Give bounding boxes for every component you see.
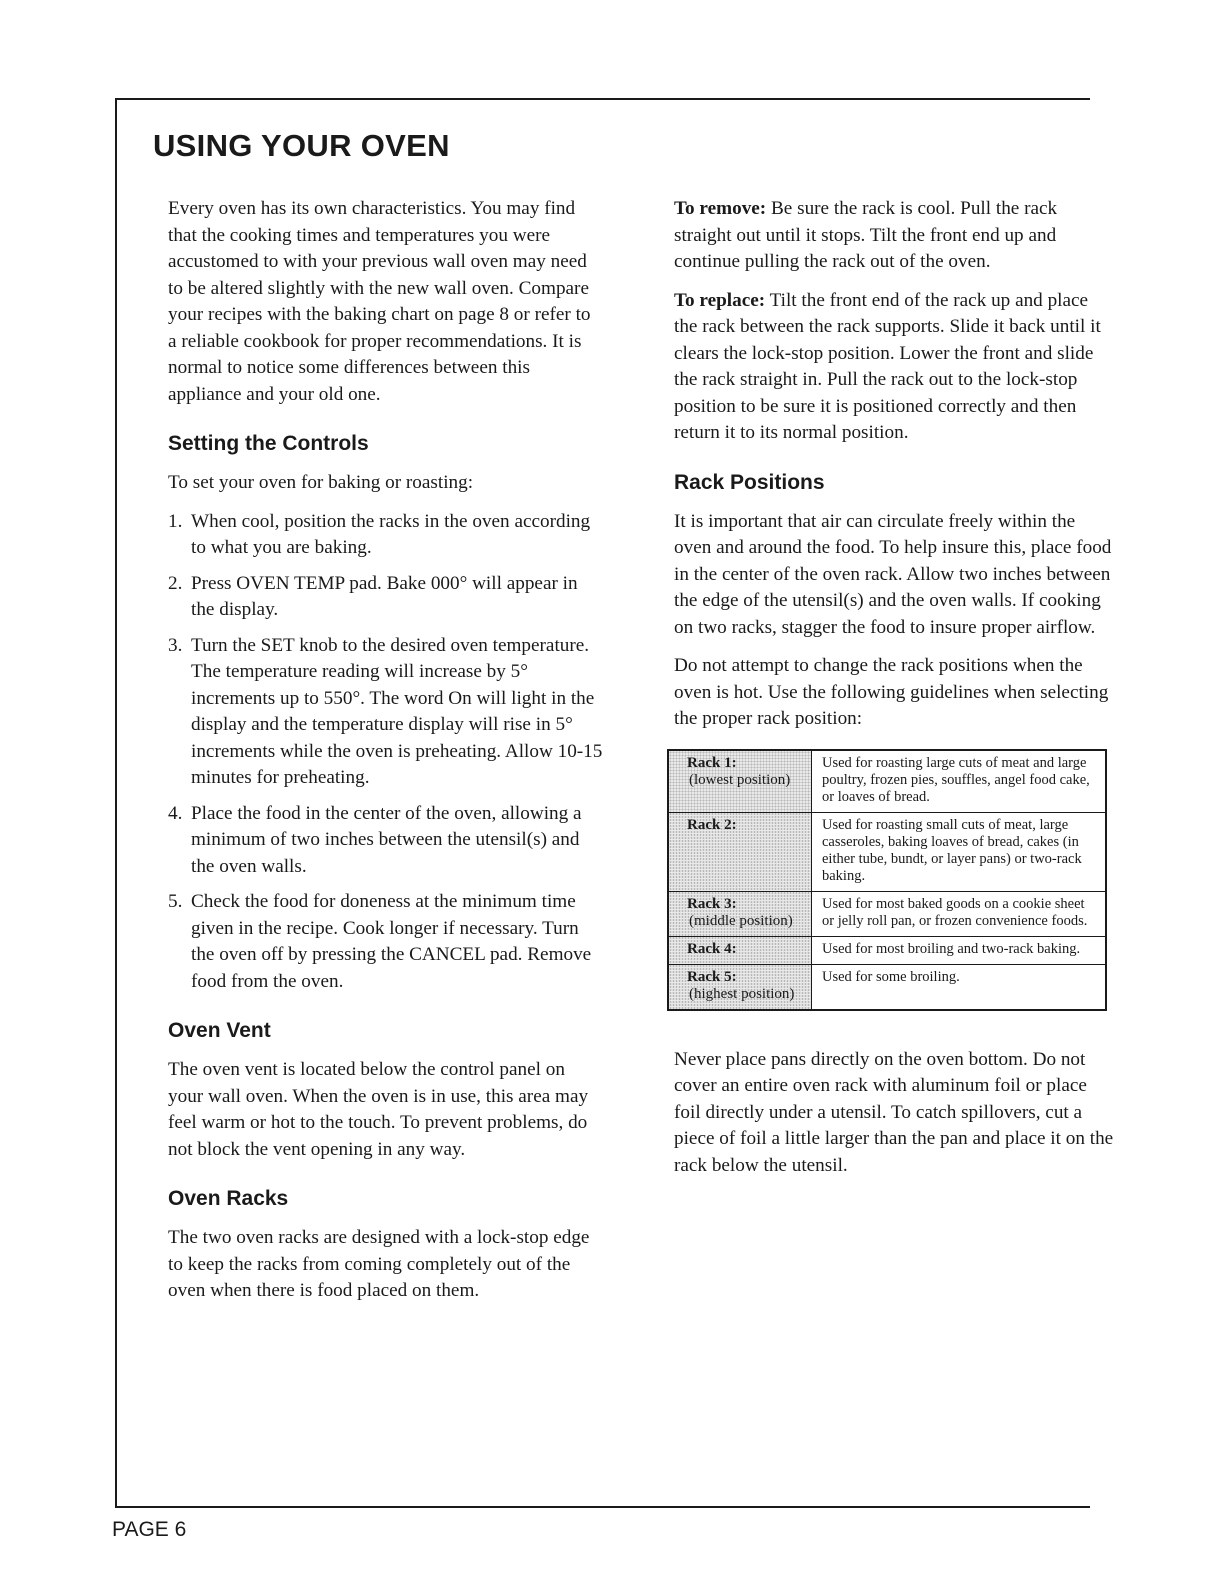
oven-racks-heading: Oven Racks (168, 1187, 289, 1210)
rack-name: Rack 1: (687, 754, 737, 771)
rack-description: Used for roasting large cuts of meat and large poultry, frozen pies, souffles, angel food cake, or loaves of bread. (812, 750, 1107, 813)
rack-description: Used for most baked goods on a cookie sheet or jelly roll pan, or frozen convenience foods. (812, 891, 1107, 936)
step-item (168, 889, 603, 995)
rack-positions-closing: Never place pans directly on the oven bottom. Do not cover an entire oven rack with aluminum foil or place foil directly under a utensil. To catch spillovers, cut a piece of foil a little larger than the pan and place it on the rack below the utensil. (674, 1048, 1114, 1176)
rack-name: Rack 2: (687, 816, 737, 833)
step-text: When cool, position the racks in the oven according to what you are baking. (191, 510, 591, 558)
replace-paragraph (674, 288, 1114, 447)
remove-text: Be sure the rack is cool. Pull the rack straight out until it stops. Tilt the front end up and continue pulling the rack out of the oven. (674, 198, 1058, 272)
rack-position-note: (lowest position) (689, 771, 791, 788)
remove-label: To remove: (674, 198, 767, 219)
rack-label-cell (668, 936, 812, 964)
setting-steps-list (168, 509, 603, 996)
page-number: PAGE 6 (112, 1518, 187, 1541)
table-row (668, 891, 1106, 936)
step-item (168, 801, 603, 881)
rack-positions-paragraph-1: It is important that air can circulate freely within the oven and around the food. To help insure this, place food in the center of the oven rack. Allow two inches between the edge of the utensil(s) and the oven walls. If cooking on two racks, stagger the food to insure proper airflow. (674, 510, 1112, 638)
step-text: Press OVEN TEMP pad. Bake 000° will appear in the display. (191, 572, 578, 620)
oven-racks-paragraph: The two oven racks are designed with a lock-stop edge to keep the racks from coming completely out of the oven when there is food placed on them. (168, 1227, 590, 1301)
oven-vent-paragraph: The oven vent is located below the control panel on your wall oven. When the oven is in use, this area may feel warm or hot to the touch. To prevent problems, do not block the vent opening in any way. (168, 1059, 589, 1160)
rack-label-cell (668, 750, 812, 813)
replace-label: To replace: (674, 289, 766, 311)
rack-name: Rack 4: (687, 940, 737, 957)
step-text: Place the food in the center of the oven, allowing a minimum of two inches between the utensil(s) and the oven walls. (191, 802, 582, 877)
table-row (668, 750, 1106, 813)
remove-paragraph (674, 196, 1114, 276)
table-row (668, 964, 1106, 1010)
rack-description: Used for some broiling. (812, 964, 1107, 1010)
table-row (668, 812, 1106, 891)
bottom-rule (115, 1506, 1090, 1508)
step-item (168, 571, 603, 624)
rack-positions-heading: Rack Positions (674, 470, 825, 494)
step-number: 1. (168, 510, 183, 532)
replace-text: Tilt the front end of the rack up and place the rack between the rack supports. Slide it back until it clears the lock-stop position. Lower the front and slide the rack straight in. Pull the rack out to the lock-stop position to be sure it is positioned correctly and then return it to its normal position. (674, 289, 1101, 443)
step-number: 5. (168, 891, 183, 912)
rack-position-note: (highest position) (689, 985, 795, 1002)
page-title: USING YOUR OVEN (153, 128, 450, 163)
rack-label-cell (668, 964, 812, 1010)
step-text: Turn the SET knob to the desired oven temperature. The temperature reading will increase by 5° increments up to 550°. The word On will light in the display and the temperature display will rise in 5° increments while the oven is preheating. Allow 10-15 minutes for preheating. (191, 634, 603, 788)
rack-description: Used for roasting small cuts of meat, large casseroles, baking loaves of bread, cakes (in either tube, bundt, or layer pans) or two-rack baking. (812, 812, 1107, 891)
rack-name: Rack 5: (687, 968, 737, 985)
oven-vent-heading: Oven Vent (168, 1019, 271, 1042)
rack-label-cell (668, 891, 812, 936)
step-item (168, 509, 603, 562)
right-column (674, 196, 1114, 1191)
rack-position-note: (middle position) (689, 912, 793, 929)
left-column (168, 196, 603, 1317)
rack-label-cell (668, 812, 812, 891)
rack-name: Rack 3: (687, 895, 737, 912)
table-row (668, 936, 1106, 964)
step-number: 4. (168, 802, 183, 824)
rack-description: Used for most broiling and two-rack baking. (812, 936, 1107, 964)
step-text: Check the food for doneness at the minimum time given in the recipe. Cook longer if necessary. Turn the oven off by pressing the CANCEL pad. Remove food from the oven. (191, 891, 592, 992)
rack-positions-paragraph-2: Do not attempt to change the rack positions when the oven is hot. Use the following guidelines when selecting the proper rack position: (674, 655, 1109, 729)
step-item (168, 633, 603, 792)
left-rule (115, 98, 117, 1508)
setting-controls-heading: Setting the Controls (168, 432, 369, 455)
top-rule (115, 98, 1090, 100)
intro-paragraph: Every oven has its own characteristics. You may find that the cooking times and temperatures you were accustomed to with your previous wall oven may need to be altered slightly with the new wall oven. Compare your recipes with the baking chart on page 8 or refer to a reliable cookbook for proper recommendations. It is normal to notice some differences between this appliance and your old one. (168, 198, 591, 405)
step-number: 2. (168, 572, 183, 594)
setting-controls-lead: To set your oven for baking or roasting: (168, 472, 474, 493)
step-number: 3. (168, 634, 183, 656)
rack-positions-table (667, 749, 1107, 1011)
